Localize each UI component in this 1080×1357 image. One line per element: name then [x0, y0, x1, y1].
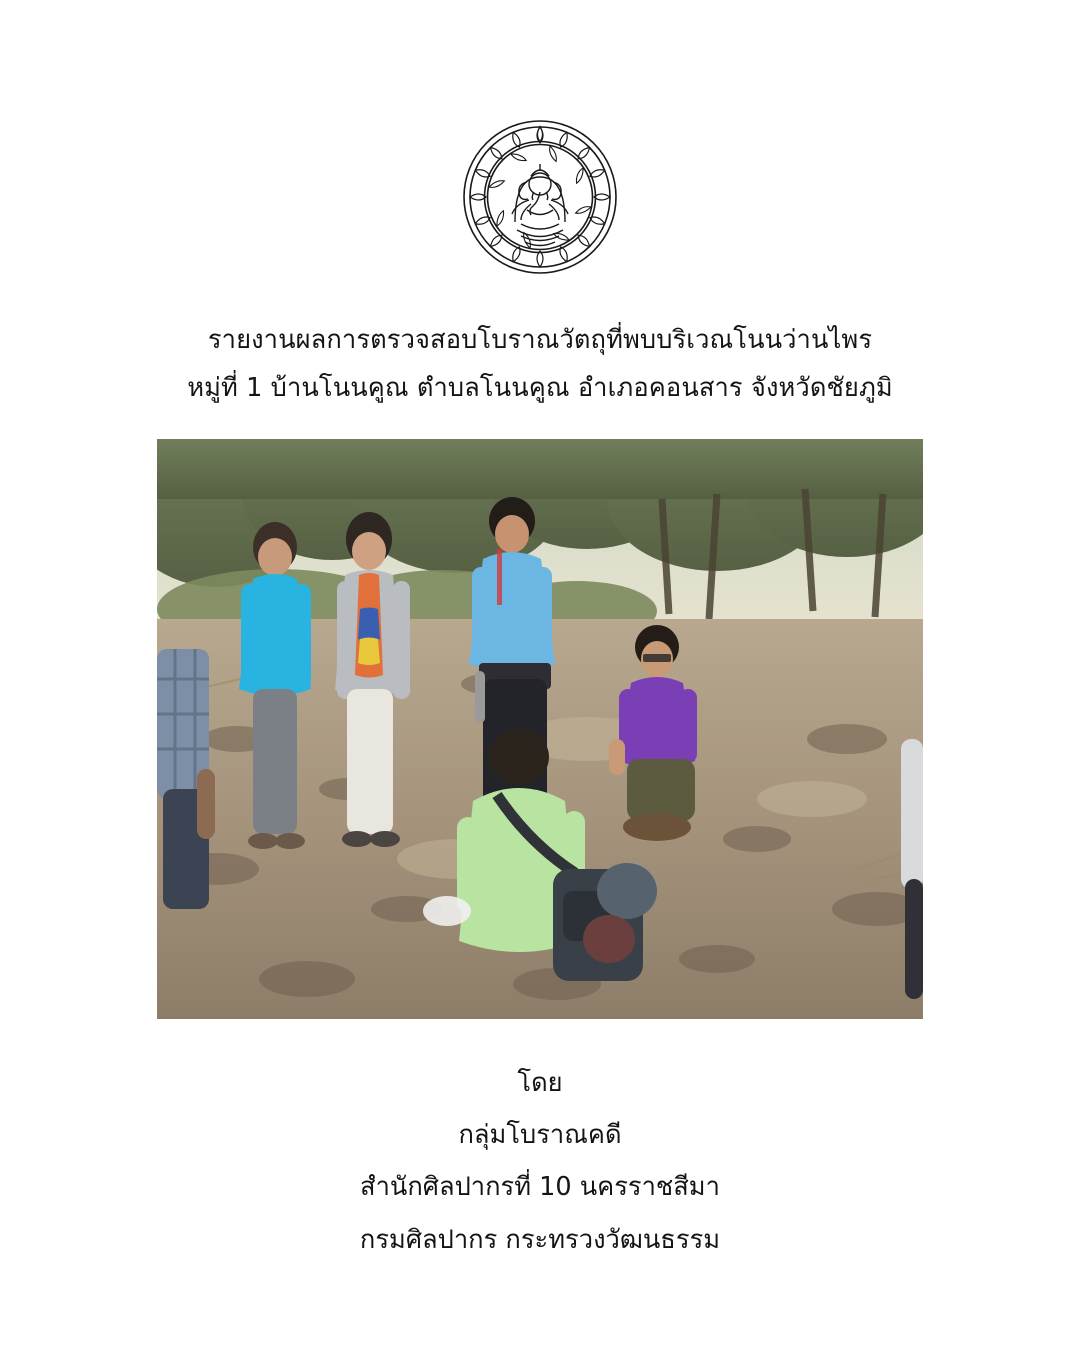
credit-line-1: โดย [517, 1067, 563, 1098]
field-survey-photograph [157, 439, 923, 1019]
document-title [0, 316, 1080, 413]
credit-line-4: กรมศิลปากร กระทรวงวัฒนธรรม [359, 1224, 721, 1255]
ganesha-seal-icon [455, 112, 625, 282]
credit-line-2: กลุ่มโบราณคดี [458, 1120, 622, 1151]
credits-block [0, 1057, 1080, 1266]
title-line-1: รายงานผลการตรวจสอบโบราณวัตถุที่พบบริเวณโนนว่านไพร [207, 325, 873, 355]
credit-line-3: สำนักศิลปากรที่ 10 นครราชสีมา [360, 1172, 720, 1203]
title-line-2: หมู่ที่ 1 บ้านโนนคูณ ตำบลโนนคูณ อำเภอคอนสาร จังหวัดชัยภูมิ [187, 373, 893, 404]
